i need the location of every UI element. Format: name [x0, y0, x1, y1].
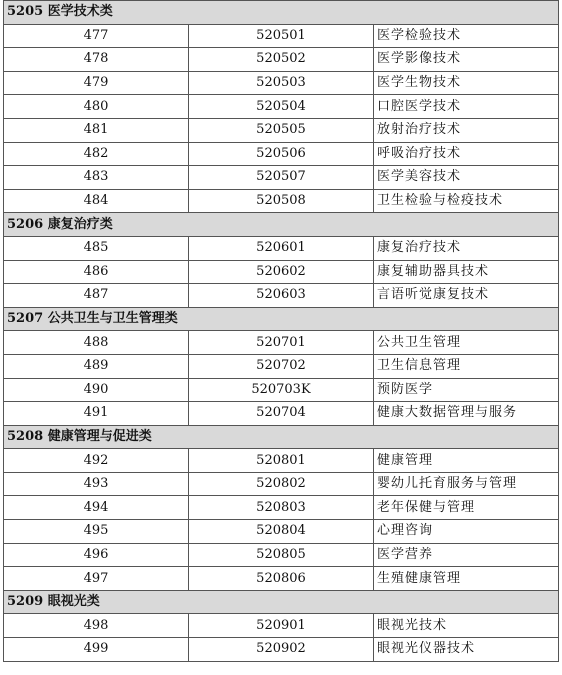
- name-cell: 老年保健与管理: [374, 496, 559, 520]
- name-cell: 康复辅助器具技术: [374, 260, 559, 284]
- seq-cell: 485: [4, 236, 189, 260]
- table-row: [4, 614, 559, 638]
- table-body: [4, 1, 559, 662]
- code-cell: 520704: [189, 402, 374, 426]
- seq-cell: 483: [4, 166, 189, 190]
- code-cell: 520801: [189, 449, 374, 473]
- seq-cell: 488: [4, 331, 189, 355]
- table-row: [4, 449, 559, 473]
- table-row: [4, 236, 559, 260]
- table-row: [4, 166, 559, 190]
- seq-cell: 499: [4, 638, 189, 662]
- seq-cell: 479: [4, 71, 189, 95]
- name-cell: 口腔医学技术: [374, 95, 559, 119]
- category-heading: 5205 医学技术类: [4, 1, 559, 25]
- name-cell: 放射治疗技术: [374, 118, 559, 142]
- code-cell: 520602: [189, 260, 374, 284]
- table-row: [4, 189, 559, 213]
- seq-cell: 498: [4, 614, 189, 638]
- category-header-row: [4, 213, 559, 237]
- seq-cell: 480: [4, 95, 189, 119]
- table-row: [4, 496, 559, 520]
- code-cell: 520505: [189, 118, 374, 142]
- category-heading: 5206 康复治疗类: [4, 213, 559, 237]
- table-row: [4, 284, 559, 308]
- name-cell: 生殖健康管理: [374, 567, 559, 591]
- code-cell: 520601: [189, 236, 374, 260]
- seq-cell: 494: [4, 496, 189, 520]
- code-cell: 520503: [189, 71, 374, 95]
- name-cell: 心理咨询: [374, 520, 559, 544]
- seq-cell: 492: [4, 449, 189, 473]
- table-row: [4, 402, 559, 426]
- name-cell: 预防医学: [374, 378, 559, 402]
- category-heading: 5209 眼视光类: [4, 590, 559, 614]
- name-cell: 医学生物技术: [374, 71, 559, 95]
- seq-cell: 477: [4, 24, 189, 48]
- name-cell: 医学影像技术: [374, 48, 559, 72]
- code-cell: 520901: [189, 614, 374, 638]
- seq-cell: 484: [4, 189, 189, 213]
- table-row: [4, 543, 559, 567]
- code-cell: 520504: [189, 95, 374, 119]
- name-cell: 眼视光技术: [374, 614, 559, 638]
- name-cell: 呼吸治疗技术: [374, 142, 559, 166]
- name-cell: 公共卫生管理: [374, 331, 559, 355]
- seq-cell: 497: [4, 567, 189, 591]
- seq-cell: 495: [4, 520, 189, 544]
- name-cell: 医学美容技术: [374, 166, 559, 190]
- seq-cell: 493: [4, 472, 189, 496]
- table-row: [4, 71, 559, 95]
- table-row: [4, 638, 559, 662]
- seq-cell: 489: [4, 354, 189, 378]
- category-header-row: [4, 1, 559, 25]
- code-cell: 520502: [189, 48, 374, 72]
- table-row: [4, 95, 559, 119]
- majors-table: [3, 0, 559, 662]
- code-cell: 520506: [189, 142, 374, 166]
- table-row: [4, 567, 559, 591]
- name-cell: 医学营养: [374, 543, 559, 567]
- name-cell: 健康管理: [374, 449, 559, 473]
- seq-cell: 491: [4, 402, 189, 426]
- code-cell: 520508: [189, 189, 374, 213]
- name-cell: 健康大数据管理与服务: [374, 402, 559, 426]
- code-cell: 520703K: [189, 378, 374, 402]
- code-cell: 520603: [189, 284, 374, 308]
- category-header-row: [4, 590, 559, 614]
- table-row: [4, 520, 559, 544]
- code-cell: 520501: [189, 24, 374, 48]
- table-row: [4, 142, 559, 166]
- table-row: [4, 378, 559, 402]
- category-header-row: [4, 425, 559, 449]
- name-cell: 婴幼儿托育服务与管理: [374, 472, 559, 496]
- name-cell: 医学检验技术: [374, 24, 559, 48]
- code-cell: 520802: [189, 472, 374, 496]
- seq-cell: 486: [4, 260, 189, 284]
- seq-cell: 478: [4, 48, 189, 72]
- code-cell: 520806: [189, 567, 374, 591]
- table-row: [4, 354, 559, 378]
- name-cell: 言语听觉康复技术: [374, 284, 559, 308]
- seq-cell: 490: [4, 378, 189, 402]
- table-row: [4, 118, 559, 142]
- table-row: [4, 260, 559, 284]
- code-cell: 520805: [189, 543, 374, 567]
- seq-cell: 482: [4, 142, 189, 166]
- seq-cell: 481: [4, 118, 189, 142]
- table-row: [4, 48, 559, 72]
- name-cell: 卫生检验与检疫技术: [374, 189, 559, 213]
- table-row: [4, 472, 559, 496]
- code-cell: 520902: [189, 638, 374, 662]
- category-header-row: [4, 307, 559, 331]
- category-heading: 5207 公共卫生与卫生管理类: [4, 307, 559, 331]
- category-heading: 5208 健康管理与促进类: [4, 425, 559, 449]
- code-cell: 520701: [189, 331, 374, 355]
- code-cell: 520702: [189, 354, 374, 378]
- seq-cell: 487: [4, 284, 189, 308]
- code-cell: 520804: [189, 520, 374, 544]
- code-cell: 520803: [189, 496, 374, 520]
- seq-cell: 496: [4, 543, 189, 567]
- code-cell: 520507: [189, 166, 374, 190]
- name-cell: 康复治疗技术: [374, 236, 559, 260]
- table-row: [4, 24, 559, 48]
- name-cell: 眼视光仪器技术: [374, 638, 559, 662]
- name-cell: 卫生信息管理: [374, 354, 559, 378]
- table-row: [4, 331, 559, 355]
